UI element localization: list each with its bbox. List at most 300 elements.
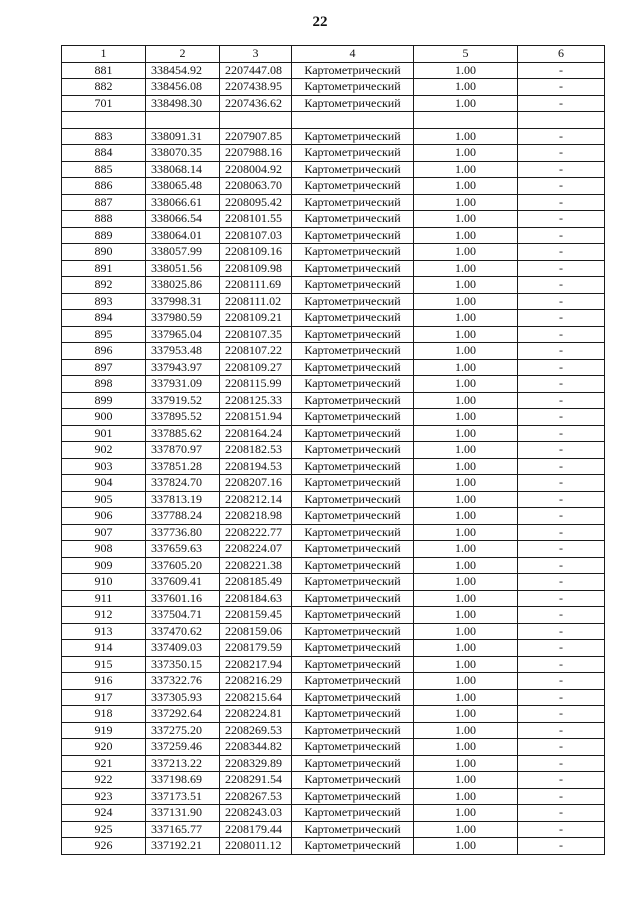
header-cell-2: 2 <box>146 46 220 63</box>
y-coordinate-cell: 2208109.16 <box>220 244 292 261</box>
note-cell: - <box>518 607 605 624</box>
accuracy-cell: 1.00 <box>414 161 518 178</box>
table-row <box>62 409 605 426</box>
method-cell: Картометрический <box>292 508 414 525</box>
x-coordinate-cell: 338068.14 <box>146 161 220 178</box>
table-row <box>62 244 605 261</box>
method-cell: Картометрический <box>292 145 414 162</box>
y-coordinate-cell: 2208267.53 <box>220 788 292 805</box>
point-number-cell: 888 <box>62 211 146 228</box>
table-row <box>62 491 605 508</box>
y-coordinate-cell: 2208243.03 <box>220 805 292 822</box>
y-coordinate-cell: 2208212.14 <box>220 491 292 508</box>
point-number-cell: 889 <box>62 227 146 244</box>
x-coordinate-cell: 337173.51 <box>146 788 220 805</box>
coordinates-table <box>61 45 605 855</box>
table-row <box>62 293 605 310</box>
note-cell: - <box>518 79 605 96</box>
y-coordinate-cell: 2208179.44 <box>220 821 292 838</box>
point-number-cell: 926 <box>62 838 146 855</box>
point-number-cell: 924 <box>62 805 146 822</box>
table-row <box>62 343 605 360</box>
accuracy-cell: 1.00 <box>414 211 518 228</box>
y-coordinate-cell: 2208101.55 <box>220 211 292 228</box>
table-row <box>62 442 605 459</box>
y-coordinate-cell: 2208269.53 <box>220 722 292 739</box>
y-coordinate-cell: 2208218.98 <box>220 508 292 525</box>
table-row <box>62 772 605 789</box>
table-row <box>62 623 605 640</box>
table-row <box>62 145 605 162</box>
x-coordinate-cell: 337885.62 <box>146 425 220 442</box>
point-number-cell: 909 <box>62 557 146 574</box>
accuracy-cell: 1.00 <box>414 557 518 574</box>
accuracy-cell: 1.00 <box>414 392 518 409</box>
point-number-cell: 901 <box>62 425 146 442</box>
method-cell: Картометрический <box>292 409 414 426</box>
method-cell: Картометрический <box>292 805 414 822</box>
x-coordinate-cell: 337609.41 <box>146 574 220 591</box>
x-coordinate-cell: 338051.56 <box>146 260 220 277</box>
accuracy-cell: 1.00 <box>414 425 518 442</box>
x-coordinate-cell: 337213.22 <box>146 755 220 772</box>
method-cell: Картометрический <box>292 79 414 96</box>
accuracy-cell: 1.00 <box>414 491 518 508</box>
y-coordinate-cell: 2207436.62 <box>220 95 292 112</box>
x-coordinate-cell: 337409.03 <box>146 640 220 657</box>
method-cell: Картометрический <box>292 623 414 640</box>
accuracy-cell: 1.00 <box>414 475 518 492</box>
accuracy-cell: 1.00 <box>414 508 518 525</box>
y-coordinate-cell: 2208344.82 <box>220 739 292 756</box>
x-coordinate-cell: 337965.04 <box>146 326 220 343</box>
method-cell: Картометрический <box>292 359 414 376</box>
note-cell: - <box>518 277 605 294</box>
header-cell-6: 6 <box>518 46 605 63</box>
point-number-cell: 886 <box>62 178 146 195</box>
table-row <box>62 227 605 244</box>
method-cell: Картометрический <box>292 541 414 558</box>
y-coordinate-cell: 2208004.92 <box>220 161 292 178</box>
y-coordinate-cell: 2208109.27 <box>220 359 292 376</box>
note-cell: - <box>518 821 605 838</box>
point-number-cell: 908 <box>62 541 146 558</box>
point-number-cell: 887 <box>62 194 146 211</box>
point-number-cell: 900 <box>62 409 146 426</box>
note-cell: - <box>518 227 605 244</box>
method-cell: Картометрический <box>292 524 414 541</box>
method-cell: Картометрический <box>292 557 414 574</box>
table-row <box>62 524 605 541</box>
note-cell: - <box>518 326 605 343</box>
y-coordinate-cell: 2208095.42 <box>220 194 292 211</box>
header-cell-3: 3 <box>220 46 292 63</box>
y-coordinate-cell <box>220 112 292 129</box>
point-number-cell: 884 <box>62 145 146 162</box>
method-cell <box>292 112 414 129</box>
point-number-cell: 906 <box>62 508 146 525</box>
x-coordinate-cell: 337259.46 <box>146 739 220 756</box>
y-coordinate-cell: 2208224.81 <box>220 706 292 723</box>
x-coordinate-cell: 337192.21 <box>146 838 220 855</box>
method-cell: Картометрический <box>292 475 414 492</box>
y-coordinate-cell: 2207447.08 <box>220 62 292 79</box>
table-row <box>62 574 605 591</box>
table-row <box>62 541 605 558</box>
y-coordinate-cell: 2208159.06 <box>220 623 292 640</box>
accuracy-cell: 1.00 <box>414 227 518 244</box>
x-coordinate-cell: 337851.28 <box>146 458 220 475</box>
method-cell: Картометрический <box>292 821 414 838</box>
note-cell: - <box>518 541 605 558</box>
point-number-cell: 895 <box>62 326 146 343</box>
x-coordinate-cell: 338057.99 <box>146 244 220 261</box>
accuracy-cell: 1.00 <box>414 656 518 673</box>
note-cell: - <box>518 656 605 673</box>
point-number-cell <box>62 112 146 129</box>
note-cell: - <box>518 161 605 178</box>
table-row <box>62 161 605 178</box>
table-row <box>62 722 605 739</box>
note-cell: - <box>518 392 605 409</box>
y-coordinate-cell: 2208185.49 <box>220 574 292 591</box>
accuracy-cell: 1.00 <box>414 673 518 690</box>
x-coordinate-cell: 337350.15 <box>146 656 220 673</box>
accuracy-cell: 1.00 <box>414 145 518 162</box>
method-cell: Картометрический <box>292 293 414 310</box>
accuracy-cell: 1.00 <box>414 755 518 772</box>
note-cell: - <box>518 178 605 195</box>
accuracy-cell: 1.00 <box>414 524 518 541</box>
table-row <box>62 821 605 838</box>
y-coordinate-cell: 2208164.24 <box>220 425 292 442</box>
x-coordinate-cell: 338066.54 <box>146 211 220 228</box>
note-cell: - <box>518 310 605 327</box>
x-coordinate-cell: 337870.97 <box>146 442 220 459</box>
x-coordinate-cell: 337131.90 <box>146 805 220 822</box>
point-number-cell: 920 <box>62 739 146 756</box>
y-coordinate-cell: 2208207.16 <box>220 475 292 492</box>
point-number-cell: 885 <box>62 161 146 178</box>
method-cell: Картометрический <box>292 343 414 360</box>
x-coordinate-cell: 337305.93 <box>146 689 220 706</box>
accuracy-cell: 1.00 <box>414 376 518 393</box>
table-row <box>62 376 605 393</box>
note-cell: - <box>518 128 605 145</box>
note-cell: - <box>518 260 605 277</box>
note-cell: - <box>518 706 605 723</box>
accuracy-cell: 1.00 <box>414 821 518 838</box>
y-coordinate-cell: 2208111.69 <box>220 277 292 294</box>
table-row <box>62 607 605 624</box>
table-row <box>62 310 605 327</box>
y-coordinate-cell: 2208107.03 <box>220 227 292 244</box>
point-number-cell: 894 <box>62 310 146 327</box>
point-number-cell: 905 <box>62 491 146 508</box>
method-cell: Картометрический <box>292 128 414 145</box>
y-coordinate-cell: 2208215.64 <box>220 689 292 706</box>
x-coordinate-cell: 338065.48 <box>146 178 220 195</box>
note-cell <box>518 112 605 129</box>
point-number-cell: 898 <box>62 376 146 393</box>
y-coordinate-cell: 2208179.59 <box>220 640 292 657</box>
y-coordinate-cell: 2208291.54 <box>220 772 292 789</box>
accuracy-cell: 1.00 <box>414 458 518 475</box>
method-cell: Картометрический <box>292 706 414 723</box>
point-number-cell: 896 <box>62 343 146 360</box>
x-coordinate-cell: 337953.48 <box>146 343 220 360</box>
page-number: 22 <box>312 14 328 30</box>
point-number-cell: 897 <box>62 359 146 376</box>
method-cell: Картометрический <box>292 178 414 195</box>
note-cell: - <box>518 145 605 162</box>
note-cell: - <box>518 376 605 393</box>
note-cell: - <box>518 508 605 525</box>
note-cell: - <box>518 772 605 789</box>
note-cell: - <box>518 343 605 360</box>
note-cell: - <box>518 244 605 261</box>
table-row <box>62 458 605 475</box>
accuracy-cell: 1.00 <box>414 706 518 723</box>
note-cell: - <box>518 805 605 822</box>
accuracy-cell: 1.00 <box>414 607 518 624</box>
table-row <box>62 260 605 277</box>
header-cell-4: 4 <box>292 46 414 63</box>
method-cell: Картометрический <box>292 376 414 393</box>
method-cell: Картометрический <box>292 574 414 591</box>
method-cell: Картометрический <box>292 260 414 277</box>
header-cell-1: 1 <box>62 46 146 63</box>
point-number-cell: 912 <box>62 607 146 624</box>
y-coordinate-cell: 2208115.99 <box>220 376 292 393</box>
table-row <box>62 805 605 822</box>
table-row <box>62 640 605 657</box>
accuracy-cell: 1.00 <box>414 79 518 96</box>
accuracy-cell: 1.00 <box>414 409 518 426</box>
accuracy-cell: 1.00 <box>414 722 518 739</box>
accuracy-cell: 1.00 <box>414 62 518 79</box>
point-number-cell: 892 <box>62 277 146 294</box>
method-cell: Картометрический <box>292 739 414 756</box>
table-row <box>62 706 605 723</box>
accuracy-cell: 1.00 <box>414 244 518 261</box>
point-number-cell: 890 <box>62 244 146 261</box>
note-cell: - <box>518 442 605 459</box>
x-coordinate-cell: 337292.64 <box>146 706 220 723</box>
point-number-cell: 701 <box>62 95 146 112</box>
accuracy-cell: 1.00 <box>414 326 518 343</box>
method-cell: Картометрический <box>292 607 414 624</box>
method-cell: Картометрический <box>292 491 414 508</box>
note-cell: - <box>518 673 605 690</box>
x-coordinate-cell: 337659.63 <box>146 541 220 558</box>
method-cell: Картометрический <box>292 95 414 112</box>
method-cell: Картометрический <box>292 227 414 244</box>
table-row <box>62 128 605 145</box>
x-coordinate-cell: 337504.71 <box>146 607 220 624</box>
method-cell: Картометрический <box>292 310 414 327</box>
method-cell: Картометрический <box>292 838 414 855</box>
method-cell: Картометрический <box>292 722 414 739</box>
accuracy-cell: 1.00 <box>414 128 518 145</box>
note-cell: - <box>518 557 605 574</box>
x-coordinate-cell: 337322.76 <box>146 673 220 690</box>
note-cell: - <box>518 590 605 607</box>
y-coordinate-cell: 2208194.53 <box>220 458 292 475</box>
table-row <box>62 178 605 195</box>
note-cell: - <box>518 458 605 475</box>
accuracy-cell: 1.00 <box>414 178 518 195</box>
note-cell: - <box>518 788 605 805</box>
method-cell: Картометрический <box>292 211 414 228</box>
x-coordinate-cell: 337980.59 <box>146 310 220 327</box>
method-cell: Картометрический <box>292 244 414 261</box>
x-coordinate-cell: 338456.08 <box>146 79 220 96</box>
method-cell: Картометрический <box>292 392 414 409</box>
y-coordinate-cell: 2208109.21 <box>220 310 292 327</box>
x-coordinate-cell: 337165.77 <box>146 821 220 838</box>
y-coordinate-cell: 2208107.35 <box>220 326 292 343</box>
table-row <box>62 79 605 96</box>
y-coordinate-cell: 2208125.33 <box>220 392 292 409</box>
point-number-cell: 916 <box>62 673 146 690</box>
accuracy-cell: 1.00 <box>414 640 518 657</box>
table-row <box>62 656 605 673</box>
table-row <box>62 425 605 442</box>
note-cell: - <box>518 739 605 756</box>
method-cell: Картометрический <box>292 673 414 690</box>
table-body <box>62 46 605 855</box>
y-coordinate-cell: 2208216.29 <box>220 673 292 690</box>
accuracy-cell: 1.00 <box>414 623 518 640</box>
y-coordinate-cell: 2208217.94 <box>220 656 292 673</box>
x-coordinate-cell: 338498.30 <box>146 95 220 112</box>
method-cell: Картометрический <box>292 640 414 657</box>
table-row <box>62 392 605 409</box>
accuracy-cell: 1.00 <box>414 442 518 459</box>
y-coordinate-cell: 2207438.95 <box>220 79 292 96</box>
point-number-cell: 899 <box>62 392 146 409</box>
accuracy-cell: 1.00 <box>414 772 518 789</box>
note-cell: - <box>518 425 605 442</box>
note-cell: - <box>518 491 605 508</box>
accuracy-cell: 1.00 <box>414 838 518 855</box>
note-cell: - <box>518 524 605 541</box>
point-number-cell: 915 <box>62 656 146 673</box>
x-coordinate-cell: 338454.92 <box>146 62 220 79</box>
y-coordinate-cell: 2208184.63 <box>220 590 292 607</box>
point-number-cell: 910 <box>62 574 146 591</box>
y-coordinate-cell: 2208011.12 <box>220 838 292 855</box>
point-number-cell: 921 <box>62 755 146 772</box>
table-row <box>62 95 605 112</box>
table-row <box>62 112 605 129</box>
accuracy-cell: 1.00 <box>414 788 518 805</box>
y-coordinate-cell: 2208222.77 <box>220 524 292 541</box>
table-row <box>62 689 605 706</box>
accuracy-cell: 1.00 <box>414 574 518 591</box>
x-coordinate-cell: 337788.24 <box>146 508 220 525</box>
accuracy-cell: 1.00 <box>414 194 518 211</box>
method-cell: Картометрический <box>292 442 414 459</box>
point-number-cell: 903 <box>62 458 146 475</box>
method-cell: Картометрический <box>292 194 414 211</box>
x-coordinate-cell: 338070.35 <box>146 145 220 162</box>
method-cell: Картометрический <box>292 656 414 673</box>
accuracy-cell: 1.00 <box>414 310 518 327</box>
point-number-cell: 904 <box>62 475 146 492</box>
point-number-cell: 918 <box>62 706 146 723</box>
method-cell: Картометрический <box>292 772 414 789</box>
table-row <box>62 359 605 376</box>
x-coordinate-cell: 337470.62 <box>146 623 220 640</box>
table-row <box>62 475 605 492</box>
y-coordinate-cell: 2207907.85 <box>220 128 292 145</box>
table-row <box>62 788 605 805</box>
accuracy-cell: 1.00 <box>414 689 518 706</box>
y-coordinate-cell: 2208151.94 <box>220 409 292 426</box>
y-coordinate-cell: 2208159.45 <box>220 607 292 624</box>
point-number-cell: 917 <box>62 689 146 706</box>
note-cell: - <box>518 62 605 79</box>
point-number-cell: 923 <box>62 788 146 805</box>
x-coordinate-cell: 337813.19 <box>146 491 220 508</box>
x-coordinate-cell: 337601.16 <box>146 590 220 607</box>
x-coordinate-cell: 337198.69 <box>146 772 220 789</box>
accuracy-cell: 1.00 <box>414 260 518 277</box>
x-coordinate-cell: 338091.31 <box>146 128 220 145</box>
accuracy-cell: 1.00 <box>414 293 518 310</box>
table-row <box>62 590 605 607</box>
accuracy-cell: 1.00 <box>414 343 518 360</box>
header-cell-5: 5 <box>414 46 518 63</box>
method-cell: Картометрический <box>292 788 414 805</box>
point-number-cell: 925 <box>62 821 146 838</box>
point-number-cell: 881 <box>62 62 146 79</box>
note-cell: - <box>518 755 605 772</box>
table-row <box>62 194 605 211</box>
point-number-cell: 891 <box>62 260 146 277</box>
x-coordinate-cell: 337943.97 <box>146 359 220 376</box>
x-coordinate-cell: 337919.52 <box>146 392 220 409</box>
note-cell: - <box>518 293 605 310</box>
y-coordinate-cell: 2208111.02 <box>220 293 292 310</box>
accuracy-cell: 1.00 <box>414 590 518 607</box>
table-row <box>62 211 605 228</box>
method-cell: Картометрический <box>292 277 414 294</box>
method-cell: Картометрический <box>292 458 414 475</box>
method-cell: Картометрический <box>292 62 414 79</box>
point-number-cell: 883 <box>62 128 146 145</box>
point-number-cell: 911 <box>62 590 146 607</box>
accuracy-cell: 1.00 <box>414 359 518 376</box>
x-coordinate-cell: 337895.52 <box>146 409 220 426</box>
point-number-cell: 893 <box>62 293 146 310</box>
point-number-cell: 902 <box>62 442 146 459</box>
method-cell: Картометрический <box>292 326 414 343</box>
table-row <box>62 557 605 574</box>
x-coordinate-cell: 337605.20 <box>146 557 220 574</box>
point-number-cell: 913 <box>62 623 146 640</box>
table-row <box>62 277 605 294</box>
table-row <box>62 508 605 525</box>
point-number-cell: 914 <box>62 640 146 657</box>
x-coordinate-cell: 337931.09 <box>146 376 220 393</box>
note-cell: - <box>518 409 605 426</box>
note-cell: - <box>518 194 605 211</box>
y-coordinate-cell: 2208224.07 <box>220 541 292 558</box>
table-row <box>62 673 605 690</box>
